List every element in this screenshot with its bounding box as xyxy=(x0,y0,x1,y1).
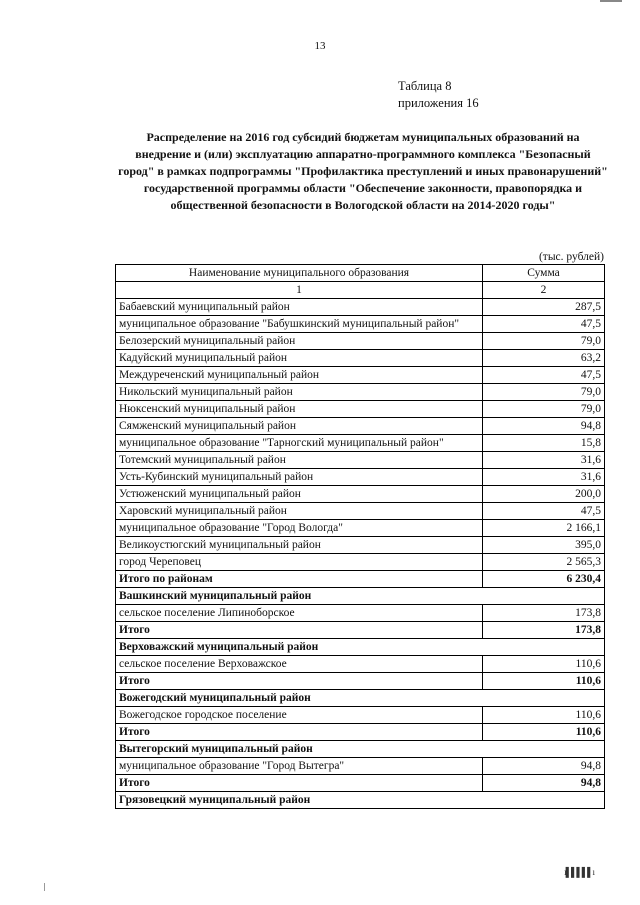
row-amount: 79,0 xyxy=(483,333,605,350)
table-row xyxy=(116,418,605,435)
column-number-1: 1 xyxy=(116,282,483,299)
table-row xyxy=(116,435,605,452)
caption-table-number: Таблица 8 xyxy=(398,79,452,93)
scan-tick-mark xyxy=(44,883,45,891)
table-row xyxy=(116,299,605,316)
row-amount: 63,2 xyxy=(483,350,605,367)
document-title: Распределение на 2016 год субсидий бюджетам муниципальных образований на внедрение и (или) эксплуатацию аппаратно-программного комплекса "Безопасный город" в рамках подпрограммы "Профилактика преступлений и иных правонарушений" государственной программы области "Обеспечение законности, правопорядка и общественной безопасности в Вологодской области на 2014-2020 годы" xyxy=(118,130,608,212)
district-name: Верховажский муниципальный район xyxy=(116,639,605,656)
table-row xyxy=(116,707,605,724)
table-row xyxy=(116,554,605,571)
row-name: муниципальное образование "Тарногский муниципальный район" xyxy=(116,435,483,452)
row-amount: 94,8 xyxy=(483,418,605,435)
row-amount: 47,5 xyxy=(483,367,605,384)
district-heading-row xyxy=(116,792,605,809)
row-name: Кадуйский муниципальный район xyxy=(116,350,483,367)
row-name: Белозерский муниципальный район xyxy=(116,333,483,350)
district-name: Вожегодский муниципальный район xyxy=(116,690,605,707)
caption-appendix: приложения 16 xyxy=(398,96,479,110)
row-name: Нюксенский муниципальный район xyxy=(116,401,483,418)
row-name: Итого по районам xyxy=(116,571,483,588)
table-header-row xyxy=(116,265,605,282)
row-amount: 31,6 xyxy=(483,469,605,486)
row-name: муниципальное образование "Город Вологда" xyxy=(116,520,483,537)
row-name: Междуреченский муниципальный район xyxy=(116,367,483,384)
row-amount: 94,8 xyxy=(483,758,605,775)
row-amount: 173,8 xyxy=(483,622,605,639)
units-label: (тыс. рублей) xyxy=(538,251,604,263)
page-number: 13 xyxy=(314,40,326,52)
table-row xyxy=(116,486,605,503)
district-heading-row xyxy=(116,741,605,758)
row-name: Итого xyxy=(116,673,483,690)
district-heading-row xyxy=(116,588,605,605)
row-amount: 15,8 xyxy=(483,435,605,452)
table-row xyxy=(116,469,605,486)
total-row xyxy=(116,775,605,792)
total-row xyxy=(116,622,605,639)
header-name: Наименование муниципального образования xyxy=(116,265,483,282)
row-amount: 2 166,1 xyxy=(483,520,605,537)
table-row xyxy=(116,656,605,673)
row-amount: 6 230,4 xyxy=(483,571,605,588)
row-name: муниципальное образование "Бабушкинский муниципальный район" xyxy=(116,316,483,333)
table-row xyxy=(116,367,605,384)
subsidy-table xyxy=(115,264,605,809)
table-row xyxy=(116,520,605,537)
table-row xyxy=(116,758,605,775)
header-amount: Сумма xyxy=(483,265,605,282)
row-amount: 94,8 xyxy=(483,775,605,792)
row-name: Итого xyxy=(116,622,483,639)
total-row xyxy=(116,571,605,588)
row-name: муниципальное образование "Город Вытегра" xyxy=(116,758,483,775)
row-amount: 110,6 xyxy=(483,724,605,741)
row-amount: 79,0 xyxy=(483,384,605,401)
district-name: Вашкинский муниципальный район xyxy=(116,588,605,605)
subsidy-table-body xyxy=(116,265,605,809)
table-row xyxy=(116,316,605,333)
row-name: Бабаевский муниципальный район xyxy=(116,299,483,316)
row-name: Вожегодское городское поселение xyxy=(116,707,483,724)
row-name: Харовский муниципальный район xyxy=(116,503,483,520)
row-name: город Череповец xyxy=(116,554,483,571)
table-row xyxy=(116,333,605,350)
row-amount: 110,6 xyxy=(483,707,605,724)
total-row xyxy=(116,724,605,741)
row-amount: 173,8 xyxy=(483,605,605,622)
table-row xyxy=(116,452,605,469)
district-name: Грязовецкий муниципальный район xyxy=(116,792,605,809)
row-name: Сямженский муниципальный район xyxy=(116,418,483,435)
scan-barcode-mark: ı▌▌▌▌▌ı xyxy=(564,867,594,877)
row-name: сельское поселение Верховажское xyxy=(116,656,483,673)
row-name: Никольский муниципальный район xyxy=(116,384,483,401)
row-amount: 47,5 xyxy=(483,316,605,333)
row-amount: 395,0 xyxy=(483,537,605,554)
row-amount: 287,5 xyxy=(483,299,605,316)
row-name: Итого xyxy=(116,775,483,792)
row-name: Усть-Кубинский муниципальный район xyxy=(116,469,483,486)
row-amount: 200,0 xyxy=(483,486,605,503)
row-amount: 47,5 xyxy=(483,503,605,520)
column-number-2: 2 xyxy=(483,282,605,299)
row-amount: 110,6 xyxy=(483,673,605,690)
table-caption xyxy=(398,78,479,112)
district-name: Вытегорский муниципальный район xyxy=(116,741,605,758)
table-row xyxy=(116,384,605,401)
row-amount: 110,6 xyxy=(483,656,605,673)
table-row xyxy=(116,401,605,418)
row-amount: 31,6 xyxy=(483,452,605,469)
total-row xyxy=(116,673,605,690)
table-row xyxy=(116,537,605,554)
table-row xyxy=(116,605,605,622)
row-name: Великоустюгский муниципальный район xyxy=(116,537,483,554)
district-heading-row xyxy=(116,639,605,656)
row-amount: 79,0 xyxy=(483,401,605,418)
page-corner-mark xyxy=(600,0,622,2)
table-column-number-row xyxy=(116,282,605,299)
table-row xyxy=(116,350,605,367)
district-heading-row xyxy=(116,690,605,707)
row-name: сельское поселение Липиноборское xyxy=(116,605,483,622)
row-name: Устюженский муниципальный район xyxy=(116,486,483,503)
table-row xyxy=(116,503,605,520)
row-name: Тотемский муниципальный район xyxy=(116,452,483,469)
row-name: Итого xyxy=(116,724,483,741)
row-amount: 2 565,3 xyxy=(483,554,605,571)
